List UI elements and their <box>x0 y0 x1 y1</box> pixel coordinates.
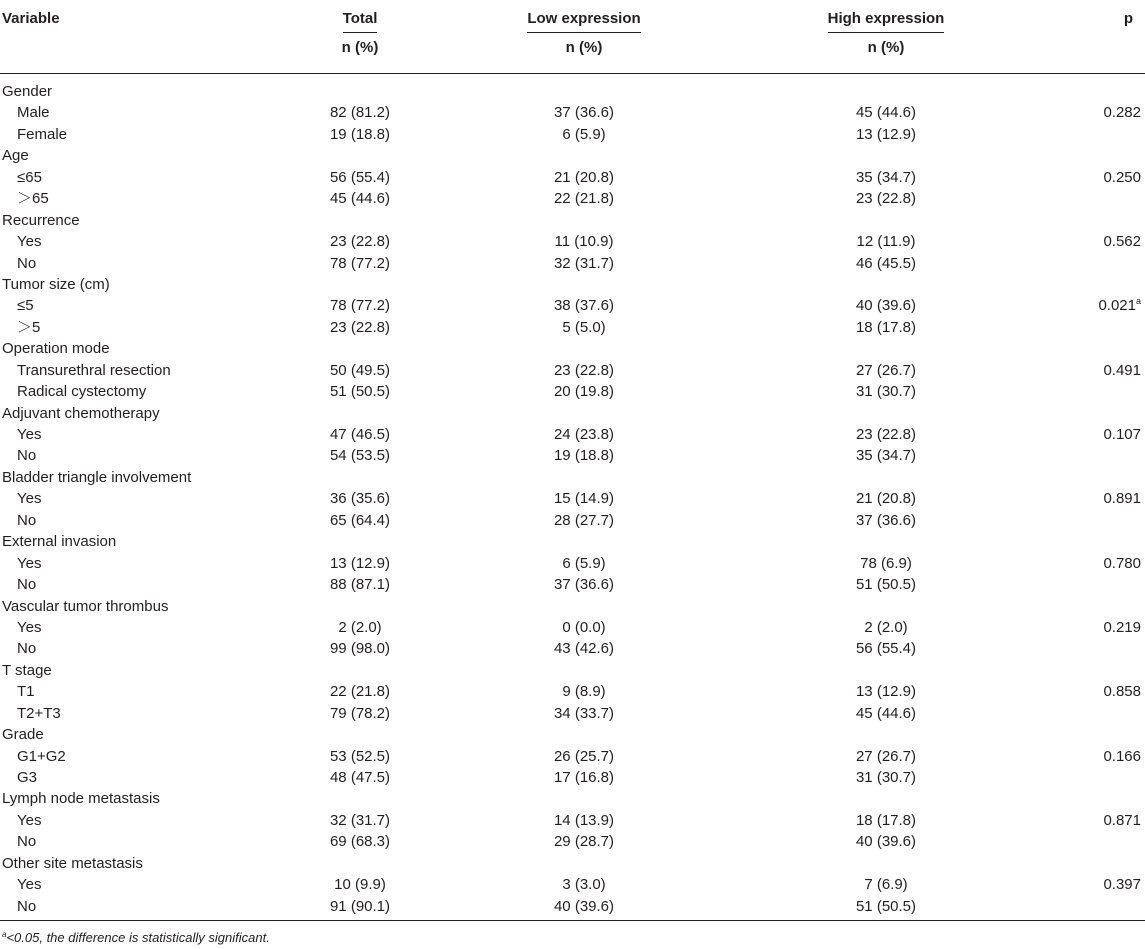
high-cell: 37 (36.6) <box>855 511 917 529</box>
footnote <box>0 930 1145 945</box>
category-label: Grade <box>2 726 44 744</box>
p-value: 0.871 <box>1103 811 1141 829</box>
p-value-cell <box>1103 360 1141 381</box>
p-value-cell <box>1103 617 1141 638</box>
category-row <box>0 81 1145 102</box>
row-label: T2+T3 <box>17 704 61 722</box>
low-cell: 9 (8.9) <box>562 683 606 701</box>
low-cell: 14 (13.9) <box>553 811 615 829</box>
category-label: Operation mode <box>2 340 110 358</box>
header-total-label: Total <box>343 10 378 33</box>
high-cell: 78 (6.9) <box>860 554 912 572</box>
table-row <box>0 188 1145 209</box>
table-row <box>0 831 1145 852</box>
category-label: Other site metastasis <box>2 854 143 872</box>
row-label: T1 <box>17 683 35 701</box>
row-label: No <box>17 640 37 658</box>
row-label: ≤5 <box>17 297 34 315</box>
low-cell: 40 (39.6) <box>553 897 615 915</box>
low-cell: 11 (10.9) <box>554 233 614 251</box>
p-value: 0.858 <box>1103 683 1141 701</box>
table-body <box>0 74 1145 917</box>
table-row <box>0 874 1145 895</box>
total-cell: 13 (12.9) <box>329 554 391 572</box>
p-value: 0.780 <box>1103 554 1141 572</box>
row-label: No <box>17 254 37 272</box>
category-row <box>0 853 1145 874</box>
high-cell: 2 (2.0) <box>864 618 908 636</box>
low-cell: 22 (21.8) <box>553 190 615 208</box>
category-row <box>0 338 1145 359</box>
high-cell: 35 (34.7) <box>855 447 917 465</box>
p-value: 0.282 <box>1103 104 1141 122</box>
total-cell: 56 (55.4) <box>329 168 391 186</box>
total-cell: 45 (44.6) <box>329 190 391 208</box>
row-label: No <box>17 897 37 915</box>
low-cell: 6 (5.9) <box>562 125 606 143</box>
low-cell: 19 (18.8) <box>553 447 615 465</box>
total-cell: 36 (35.6) <box>329 490 391 508</box>
category-row <box>0 531 1145 552</box>
low-cell: 21 (20.8) <box>553 168 615 186</box>
bottom-rule <box>0 920 1145 921</box>
low-cell: 6 (5.9) <box>562 554 606 572</box>
total-cell: 2 (2.0) <box>338 618 382 636</box>
row-label: ≤65 <box>17 168 42 186</box>
table-row <box>0 253 1145 274</box>
high-cell: 13 (12.9) <box>855 125 917 143</box>
p-value-cell <box>1103 488 1141 509</box>
p-value: 0.562 <box>1103 233 1141 251</box>
row-label: Yes <box>17 811 42 829</box>
p-value-cell <box>1103 681 1141 702</box>
total-cell: 78 (77.2) <box>329 297 391 315</box>
category-label: Age <box>2 147 29 165</box>
total-cell: 78 (77.2) <box>329 254 391 272</box>
low-cell: 37 (36.6) <box>553 576 615 594</box>
total-cell: 10 (9.9) <box>334 876 386 894</box>
row-label: Yes <box>17 618 42 636</box>
row-label: Yes <box>17 490 42 508</box>
category-row <box>0 467 1145 488</box>
total-cell: 19 (18.8) <box>329 125 391 143</box>
p-value-cell <box>1103 810 1141 831</box>
total-cell: 22 (21.8) <box>329 683 391 701</box>
low-cell: 34 (33.7) <box>553 704 615 722</box>
category-label: External invasion <box>2 533 117 551</box>
total-cell: 51 (50.5) <box>329 383 391 401</box>
row-label: Yes <box>17 876 42 894</box>
category-label: Bladder triangle involvement <box>2 468 192 486</box>
low-cell: 5 (5.0) <box>562 318 606 336</box>
row-label: Female <box>17 125 68 143</box>
row-label: ＞65 <box>17 190 49 208</box>
header-low-label: Low expression <box>527 10 640 33</box>
total-cell: 65 (64.4) <box>329 511 391 529</box>
header-group-low <box>484 10 684 56</box>
low-cell: 38 (37.6) <box>553 297 615 315</box>
p-value-cell <box>1103 231 1141 252</box>
low-cell: 43 (42.6) <box>553 640 615 658</box>
low-cell: 20 (19.8) <box>553 383 615 401</box>
category-label: Tumor size (cm) <box>2 275 110 293</box>
table-row <box>0 445 1145 466</box>
row-label: G3 <box>17 769 38 786</box>
category-row <box>0 660 1145 681</box>
high-cell: 12 (11.9) <box>856 233 916 251</box>
header-group-total <box>290 10 430 56</box>
header-high-label: High expression <box>828 10 945 33</box>
low-cell: 17 (16.8) <box>553 769 615 786</box>
table-row <box>0 317 1145 338</box>
category-label: Lymph node metastasis <box>2 790 160 808</box>
low-cell: 0 (0.0) <box>562 618 606 636</box>
category-label: Recurrence <box>2 211 80 229</box>
high-cell: 45 (44.6) <box>855 704 917 722</box>
table-row <box>0 295 1145 316</box>
p-value: 0.166 <box>1103 747 1141 765</box>
low-cell: 28 (27.7) <box>553 511 615 529</box>
low-cell: 29 (28.7) <box>553 833 615 851</box>
high-cell: 27 (26.7) <box>855 361 917 379</box>
p-value-cell <box>1103 424 1141 445</box>
category-row <box>0 788 1145 809</box>
table-row <box>0 124 1145 145</box>
p-value-cell <box>1103 102 1141 123</box>
high-cell: 35 (34.7) <box>855 168 917 186</box>
high-cell: 18 (17.8) <box>855 811 917 829</box>
category-label: Vascular tumor thrombus <box>2 597 169 615</box>
significance-marker: a <box>1135 296 1141 307</box>
p-value-cell <box>1098 295 1141 316</box>
high-cell: 51 (50.5) <box>855 897 917 915</box>
category-row <box>0 145 1145 166</box>
p-value: 0.107 <box>1103 426 1141 443</box>
low-cell: 3 (3.0) <box>562 876 606 894</box>
table-row <box>0 703 1145 724</box>
total-cell: 23 (22.8) <box>329 318 391 336</box>
category-label: Gender <box>2 83 53 100</box>
table-row <box>0 510 1145 531</box>
total-cell: 88 (87.1) <box>329 576 391 594</box>
table-row <box>0 167 1145 188</box>
row-label: Yes <box>17 554 42 572</box>
high-cell: 51 (50.5) <box>855 576 917 594</box>
header-variable: Variable <box>2 10 60 27</box>
total-cell: 79 (78.2) <box>329 704 391 722</box>
row-label: No <box>17 833 37 851</box>
table-row <box>0 553 1145 574</box>
high-cell: 23 (22.8) <box>855 190 917 208</box>
high-cell: 18 (17.8) <box>855 318 917 336</box>
total-cell: 91 (90.1) <box>329 897 391 915</box>
table-row <box>0 360 1145 381</box>
high-cell: 23 (22.8) <box>855 426 917 443</box>
table-row <box>0 231 1145 252</box>
header-p: p <box>1123 10 1133 27</box>
total-cell: 50 (49.5) <box>329 361 391 379</box>
p-value: 0.021 <box>1098 297 1136 315</box>
row-label: Transurethral resection <box>17 361 171 379</box>
table-row <box>0 488 1145 509</box>
table-row <box>0 638 1145 659</box>
table-header <box>0 7 1145 74</box>
header-low-unit: n (%) <box>565 39 603 56</box>
category-row <box>0 210 1145 231</box>
row-label: Male <box>17 104 50 122</box>
p-value-cell <box>1103 167 1141 188</box>
total-cell: 54 (53.5) <box>329 447 391 465</box>
category-label: Adjuvant chemotherapy <box>2 404 160 422</box>
high-cell: 13 (12.9) <box>855 683 917 701</box>
p-value-cell <box>1103 874 1141 895</box>
p-value: 0.397 <box>1103 876 1141 894</box>
total-cell: 99 (98.0) <box>329 640 391 658</box>
category-row <box>0 403 1145 424</box>
total-cell: 53 (52.5) <box>329 747 391 765</box>
category-label: T stage <box>2 661 52 679</box>
header-rule <box>0 73 1145 74</box>
high-cell: 31 (30.7) <box>855 383 917 401</box>
footnote-text: <0.05, the difference is statistically significant. <box>6 930 270 946</box>
p-value: 0.250 <box>1103 168 1141 186</box>
table-row <box>0 102 1145 123</box>
table-row <box>0 381 1145 402</box>
header-high-unit: n (%) <box>867 39 905 56</box>
header-group-high <box>786 10 986 56</box>
high-cell: 46 (45.5) <box>855 254 917 272</box>
table-row <box>0 617 1145 638</box>
high-cell: 27 (26.7) <box>855 747 917 765</box>
high-cell: 21 (20.8) <box>855 490 917 508</box>
category-row <box>0 596 1145 617</box>
low-cell: 23 (22.8) <box>553 361 615 379</box>
row-label: Radical cystectomy <box>17 383 147 401</box>
low-cell: 24 (23.8) <box>553 426 615 443</box>
table-row <box>0 681 1145 702</box>
row-label: G1+G2 <box>17 747 66 765</box>
low-cell: 26 (25.7) <box>553 747 615 765</box>
category-row <box>0 274 1145 295</box>
row-label: Yes <box>17 426 42 443</box>
high-cell: 40 (39.6) <box>855 297 917 315</box>
total-cell: 48 (47.5) <box>329 769 391 786</box>
row-label: No <box>17 447 37 465</box>
high-cell: 7 (6.9) <box>864 876 908 894</box>
total-cell: 47 (46.5) <box>329 426 391 443</box>
table-row <box>0 424 1145 445</box>
high-cell: 45 (44.6) <box>855 104 917 122</box>
high-cell: 56 (55.4) <box>855 640 917 658</box>
low-cell: 37 (36.6) <box>553 104 615 122</box>
row-label: ＞5 <box>17 318 41 336</box>
table-row <box>0 574 1145 595</box>
table-row <box>0 896 1145 917</box>
header-total-unit: n (%) <box>341 39 379 56</box>
high-cell: 31 (30.7) <box>855 769 917 786</box>
table-row <box>0 767 1145 788</box>
p-value: 0.491 <box>1103 361 1141 379</box>
high-cell: 40 (39.6) <box>855 833 917 851</box>
low-cell: 15 (14.9) <box>553 490 615 508</box>
table-row <box>0 746 1145 767</box>
row-label: Yes <box>17 233 42 251</box>
footnote-marker: a <box>2 930 7 940</box>
p-value: 0.219 <box>1103 618 1141 636</box>
total-cell: 32 (31.7) <box>329 811 391 829</box>
row-label: No <box>17 576 37 594</box>
row-label: No <box>17 511 37 529</box>
total-cell: 23 (22.8) <box>329 233 391 251</box>
total-cell: 82 (81.2) <box>329 104 391 122</box>
total-cell: 69 (68.3) <box>329 833 391 851</box>
table-row <box>0 810 1145 831</box>
p-value-cell <box>1103 746 1141 767</box>
category-row <box>0 724 1145 745</box>
p-value-cell <box>1103 553 1141 574</box>
low-cell: 32 (31.7) <box>553 254 615 272</box>
p-value: 0.891 <box>1103 490 1141 508</box>
